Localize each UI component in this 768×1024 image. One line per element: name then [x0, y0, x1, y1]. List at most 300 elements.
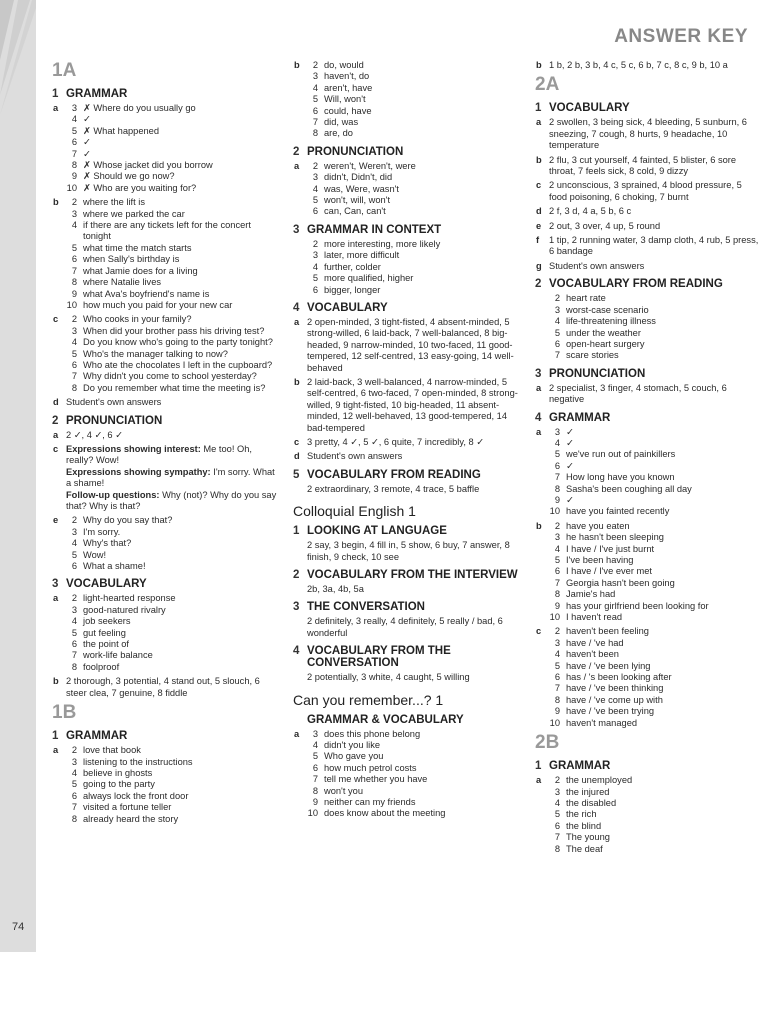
answer-row [66, 114, 277, 125]
exercise-answer [66, 444, 277, 512]
answer-row [66, 160, 277, 171]
exercise-answer: 1 tip, 2 running water, 3 damp cloth, 4 rub, 5 press, 6 bandage [549, 235, 759, 257]
answer-text: good-natured rivalry [83, 604, 166, 615]
exercise-letter: a [53, 103, 59, 113]
answer-category: Expressions showing interest: [66, 443, 201, 454]
answer-number: 3 [71, 325, 77, 336]
answer-text: believe in ghosts [83, 767, 153, 778]
section-number: 4 [293, 301, 300, 314]
section-number: 2 [535, 278, 542, 291]
answer-number: 3 [71, 208, 77, 219]
section-number: 2 [52, 414, 59, 427]
answer-row [66, 220, 277, 243]
answer-row [307, 273, 518, 284]
answer-row [549, 821, 760, 832]
exercise [52, 444, 277, 512]
answer-row [307, 285, 518, 296]
exercise-answer: Student's own answers [307, 451, 403, 462]
answer-text: can, Can, can't [324, 206, 386, 217]
answer-row [66, 650, 277, 661]
answer-text: Who cooks in your family? [83, 314, 192, 325]
answer-row [66, 277, 277, 288]
exercise-answer: 2 laid-back, 3 well-balanced, 4 narrow-minded, 5 self-centred, 6 two-faced, 7 open-minded, 8 strong-willed, 9 tight-fisted, 10 big-headed, 11 absent-minded, 12 well-behaved, 13 good-tempered, 14 bad-tempered [307, 376, 518, 433]
decorative-rays [0, 0, 36, 120]
exercise-answer: 1 b, 2 b, 3 b, 4 c, 5 c, 6 b, 7 c, 8 c, 9 b, 10 a [549, 60, 728, 70]
answer-row [549, 718, 760, 729]
answer-text: have / 've had [566, 637, 624, 648]
section-heading [293, 146, 518, 158]
answer-text: did, was [324, 117, 359, 128]
answer-text: are, do [324, 128, 353, 139]
exercise [535, 626, 760, 729]
answer-text: Me too! Oh, really? Wow! [66, 443, 252, 466]
unit-heading: 1A [52, 60, 77, 81]
answer-number: 5 [71, 348, 77, 359]
exercise-letter: a [53, 745, 59, 756]
answer-text: life-threatening illness [566, 316, 656, 327]
exercise [52, 745, 277, 825]
answer-row [66, 337, 277, 348]
page-margin-strip [0, 0, 36, 952]
answer-text: ✓ [566, 426, 574, 437]
exercise [535, 155, 760, 178]
answer-number: 7 [71, 148, 77, 159]
answer-paragraph: 2 say, 3 begin, 4 fill in, 5 show, 6 buy, 7 answer, 8 finish, 9 check, 10 see [307, 540, 510, 562]
answer-text: Why do you say that? [83, 515, 173, 526]
answer-number: 4 [312, 261, 318, 272]
answer-number: 6 [71, 137, 77, 148]
answer-list [66, 515, 277, 572]
answer-text: Georgia hasn't been going [566, 577, 675, 588]
exercise-letter: c [53, 443, 59, 454]
answer-number: 5 [312, 195, 318, 206]
answer-row [307, 161, 518, 172]
answer-number: 8 [71, 277, 77, 288]
answer-number: 9 [554, 494, 560, 505]
section-number [293, 714, 307, 726]
answer-number: 3 [71, 103, 77, 113]
answer-number: 6 [312, 284, 318, 295]
section-number: 2 [293, 569, 300, 581]
answer-number: 3 [312, 250, 318, 261]
answer-number: 5 [312, 751, 318, 762]
exercise [52, 430, 277, 441]
answer-text: the rich [566, 809, 597, 820]
answer-text: visited a fortune teller [83, 802, 172, 813]
answer-number: 6 [71, 254, 77, 265]
answer-text: how much you paid for your new car [83, 299, 233, 310]
answer-text: does know about the meeting [324, 808, 446, 819]
answer-text: gut feeling [83, 627, 126, 638]
answer-list [549, 775, 760, 855]
section-number: 1 [293, 525, 300, 538]
answer-row [66, 628, 277, 639]
answer-row [66, 137, 277, 148]
answer-text: won't you [324, 785, 363, 796]
section-heading [293, 525, 518, 537]
answer-number: 4 [71, 538, 77, 549]
answer-row [66, 183, 277, 194]
answer-text: love that book [83, 745, 141, 756]
answer-text: tell me whether you have [324, 774, 428, 785]
answer-number: 6 [554, 566, 560, 577]
answer-text: Sasha's been coughing all day [566, 483, 692, 494]
answer-row [66, 171, 277, 182]
answer-text: Do you remember what time the meeting is? [83, 382, 266, 393]
answer-number: 4 [71, 337, 77, 348]
answer-text: haven't been feeling [566, 626, 649, 637]
section-title: VOCABULARY FROM THE INTERVIEW [307, 569, 518, 581]
answer-number: 4 [312, 183, 318, 194]
answer-text: more interesting, more likely [324, 238, 441, 249]
answer-number: 2 [71, 745, 77, 756]
answer-number: 7 [71, 650, 77, 661]
answer-list [66, 593, 277, 673]
column-2 [293, 60, 518, 823]
exercise-answer: Student's own answers [66, 397, 162, 408]
answer-row [66, 593, 277, 604]
answer-row [549, 649, 760, 660]
answer-text: Who ate the chocolates I left in the cupboard? [83, 359, 273, 370]
answer-text: the blind [566, 820, 602, 831]
exercise-letter: a [536, 426, 542, 437]
answer-text: have / 've come up with [566, 694, 663, 705]
answer-line [66, 490, 277, 513]
answer-text: I have / I've just burnt [566, 543, 655, 554]
answer-number: 5 [71, 549, 77, 560]
answer-text: won't, will, won't [324, 195, 391, 206]
answer-paragraph: 2b, 3a, 4b, 5a [307, 584, 364, 594]
section-group-heading: Can you remember...? 1 [293, 691, 444, 708]
exercise-letter: e [536, 220, 542, 231]
answer-number: 8 [312, 128, 318, 139]
answer-number: 3 [554, 786, 560, 797]
answer-number: 9 [312, 797, 318, 808]
answer-row [66, 791, 277, 802]
answer-number: 2 [554, 293, 560, 304]
answer-text: what time the match starts [83, 242, 192, 253]
answer-text: heart rate [566, 293, 606, 304]
answer-text: has / 's been looking after [566, 672, 672, 683]
answer-text: Do you know who's going to the party tonight? [83, 337, 273, 348]
exercise-answer: 2 swollen, 3 being sick, 4 bleeding, 5 sunburn, 6 sneezing, 7 cough, 8 hurts, 9 headache, 10 temperature [549, 117, 747, 151]
answer-row [66, 561, 277, 572]
answer-number: 4 [554, 797, 560, 808]
answer-row [66, 326, 277, 337]
answer-list [549, 293, 760, 361]
exercise [52, 314, 277, 394]
answer-list [549, 521, 760, 624]
answer-block [535, 293, 760, 361]
answer-row [549, 706, 760, 717]
section-heading [535, 760, 760, 772]
answer-number: 8 [554, 694, 560, 705]
answer-text: job seekers [83, 616, 131, 627]
answer-text: ✓ [566, 494, 574, 505]
answer-number: 6 [312, 105, 318, 116]
answer-text: What a shame! [83, 561, 146, 572]
exercise-answer: Student's own answers [549, 260, 645, 271]
answer-text: ✓ [83, 148, 91, 159]
answer-number: 5 [71, 125, 77, 136]
exercise-answer: 2 specialist, 3 finger, 4 stomach, 5 couch, 6 negative [549, 382, 727, 405]
answer-row [307, 797, 518, 808]
exercise [52, 103, 277, 194]
answer-text: have you fainted recently [566, 506, 670, 517]
answer-number: 2 [312, 238, 318, 249]
answer-text: The deaf [566, 843, 603, 854]
answer-row [549, 661, 760, 672]
section-title: GRAMMAR [66, 730, 128, 743]
answer-number: 3 [71, 756, 77, 767]
answer-text: ✗ Whose jacket did you borrow [83, 160, 213, 171]
answer-number: 3 [312, 71, 318, 82]
answer-number: 3 [71, 526, 77, 537]
answer-row [66, 300, 277, 311]
answer-row [66, 802, 277, 813]
answer-text: I've been having [566, 555, 634, 565]
answer-text: ✓ [83, 137, 91, 148]
exercise [293, 317, 518, 374]
answer-row [66, 605, 277, 616]
section-heading [293, 224, 518, 236]
answer-row [549, 316, 760, 327]
answer-number: 3 [554, 304, 560, 315]
answer-number: 8 [554, 483, 560, 494]
answer-text: scare stories [566, 350, 619, 361]
answer-number: 10 [307, 808, 318, 819]
answer-row [549, 350, 760, 361]
answer-row [549, 672, 760, 683]
exercise [535, 383, 760, 406]
answer-number: 6 [554, 338, 560, 349]
answer-number: 4 [554, 316, 560, 327]
answer-text: Who's the manager talking to now? [83, 348, 228, 359]
answer-number: 3 [554, 426, 560, 437]
answer-row [549, 506, 760, 517]
exercise [535, 206, 760, 217]
answer-text: always lock the front door [83, 790, 189, 801]
exercise [293, 729, 518, 820]
section-title: GRAMMAR IN CONTEXT [307, 223, 442, 236]
answer-text: have / 've been thinking [566, 683, 664, 694]
exercise [535, 235, 760, 258]
exercise-letter: f [536, 235, 540, 246]
exercise-letter: c [294, 436, 300, 447]
exercise-letter: c [536, 180, 542, 191]
answer-row [307, 729, 518, 740]
answer-row [66, 243, 277, 254]
answer-text: haven't managed [566, 717, 638, 728]
answer-text: where the lift is [83, 197, 146, 208]
answer-text: ✗ Should we go now? [83, 171, 175, 182]
exercise [535, 521, 760, 624]
section-title: VOCABULARY FROM READING [307, 468, 481, 481]
answer-row [307, 763, 518, 774]
answer-row [549, 555, 760, 566]
answer-text: haven't, do [324, 71, 370, 82]
exercise [52, 593, 277, 673]
section-heading [293, 469, 518, 481]
answer-list [66, 103, 277, 194]
answer-number: 2 [554, 775, 560, 786]
answer-row [66, 779, 277, 790]
answer-row [66, 527, 277, 538]
answer-row [66, 662, 277, 673]
answer-number: 7 [554, 683, 560, 694]
answer-number: 4 [71, 220, 77, 231]
answer-number: 2 [71, 515, 77, 526]
answer-number: 8 [71, 661, 77, 672]
answer-row [549, 449, 760, 460]
answer-number: 10 [549, 506, 560, 517]
answer-number: 7 [312, 117, 318, 128]
answer-text: under the weather [566, 327, 641, 338]
answer-number: 6 [554, 460, 560, 471]
answer-row [549, 566, 760, 577]
answer-number: 3 [554, 637, 560, 648]
answer-row [307, 60, 518, 71]
answer-text: ✗ Who are you waiting for? [83, 182, 197, 193]
answer-row [307, 774, 518, 785]
answer-number: 10 [549, 612, 560, 623]
answer-text: foolproof [83, 661, 120, 672]
section-heading [293, 645, 518, 669]
section-number: 1 [52, 88, 59, 100]
section-title: VOCABULARY [549, 102, 630, 115]
answer-number: 5 [71, 627, 77, 638]
section-title: GRAMMAR [549, 411, 611, 424]
exercise [293, 60, 518, 140]
exercise-letter: d [536, 206, 542, 217]
answer-row [549, 438, 760, 449]
answer-text: bigger, longer [324, 284, 381, 295]
answer-list [549, 626, 760, 729]
answer-row [549, 544, 760, 555]
answer-list [307, 161, 518, 218]
exercise-answer: 2 ✓, 4 ✓, 6 ✓ [66, 429, 123, 440]
answer-list [66, 197, 277, 311]
section-title: GRAMMAR & VOCABULARY [307, 713, 464, 726]
answer-text: neither can my friends [324, 797, 416, 808]
exercise [535, 427, 760, 518]
answer-row [66, 360, 277, 371]
exercise [535, 60, 760, 71]
answer-row [307, 128, 518, 139]
answer-number: 9 [71, 171, 77, 182]
answer-row [549, 427, 760, 438]
page-number: 74 [12, 921, 25, 933]
section-number: 3 [293, 601, 300, 614]
answer-row [307, 83, 518, 94]
answer-list [549, 427, 760, 518]
answer-text: does this phone belong [324, 728, 421, 739]
answer-row [549, 328, 760, 339]
exercise-answer: 2 unconscious, 3 sprained, 4 blood pressure, 5 food poisoning, 6 choking, 7 burnt [549, 180, 742, 202]
exercise-letter: g [536, 260, 542, 271]
answer-row [549, 589, 760, 600]
answer-text: light-hearted response [83, 593, 176, 604]
answer-text: didn't you like [324, 740, 381, 751]
exercise [535, 261, 760, 272]
exercise-letter: e [53, 515, 59, 526]
exercise-answer: 2 out, 3 over, 4 up, 5 round [549, 220, 661, 231]
answer-text: weren't, Weren't, were [324, 160, 416, 171]
answer-row [549, 532, 760, 543]
answer-row [66, 383, 277, 394]
answer-row [66, 103, 277, 114]
section-title: VOCABULARY [66, 578, 147, 591]
section-title: PRONUNCIATION [307, 145, 404, 158]
answer-paragraph: 2 extraordinary, 3 remote, 4 trace, 5 baffle [307, 483, 480, 494]
answer-block [293, 239, 518, 296]
answer-row [549, 832, 760, 843]
answer-number: 2 [312, 160, 318, 171]
exercise-letter: a [536, 117, 542, 128]
answer-row [66, 289, 277, 300]
section-group-heading: Colloquial English 1 [293, 503, 416, 520]
answer-number: 4 [312, 82, 318, 93]
page-title: ANSWER KEY [614, 26, 748, 47]
answer-row [549, 472, 760, 483]
answer-number: 4 [71, 114, 77, 125]
unit-heading: 2B [535, 732, 560, 754]
answer-line [66, 444, 277, 467]
answer-number: 4 [554, 649, 560, 660]
exercise [293, 377, 518, 434]
answer-number: 2 [71, 593, 77, 604]
exercise-letter: a [53, 429, 59, 440]
answer-text: haven't been [566, 649, 619, 660]
answer-number: 6 [554, 672, 560, 683]
answer-text: the unemployed [566, 775, 633, 786]
answer-text: already heard the story [83, 813, 179, 824]
answer-text: when Sally's birthday is [83, 254, 180, 265]
answer-text: didn't, Didn't, did [324, 172, 393, 183]
answer-row [307, 786, 518, 797]
section-heading [52, 730, 277, 742]
section-number: 4 [535, 411, 542, 424]
answer-text: more qualified, higher [324, 273, 414, 284]
answer-row [66, 371, 277, 382]
answer-text: ✗ What happened [83, 125, 160, 136]
answer-row [66, 149, 277, 160]
answer-number: 6 [71, 359, 77, 370]
answer-row [66, 254, 277, 265]
answer-row [66, 768, 277, 779]
exercise-letter: b [53, 676, 59, 687]
answer-number: 9 [554, 706, 560, 717]
answer-row [66, 814, 277, 825]
section-heading [293, 714, 518, 726]
section-number: 3 [535, 367, 542, 380]
answer-row [307, 262, 518, 273]
answer-row [549, 775, 760, 786]
section-title: PRONUNCIATION [549, 367, 646, 380]
exercise-letter: a [294, 316, 300, 327]
answer-text: When did your brother pass his driving test? [83, 325, 265, 336]
section-title: VOCABULARY FROM READING [549, 278, 723, 291]
exercise-letter: c [53, 314, 59, 325]
answer-text: have / 've been trying [566, 706, 655, 717]
answer-row [549, 339, 760, 350]
section-number: 1 [52, 730, 59, 743]
exercise-answer: 2 f, 3 d, 4 a, 5 b, 6 c [549, 206, 632, 217]
answer-number: 5 [312, 94, 318, 105]
section-number: 2 [293, 145, 300, 158]
section-heading [293, 601, 518, 613]
answer-number: 3 [312, 172, 318, 183]
